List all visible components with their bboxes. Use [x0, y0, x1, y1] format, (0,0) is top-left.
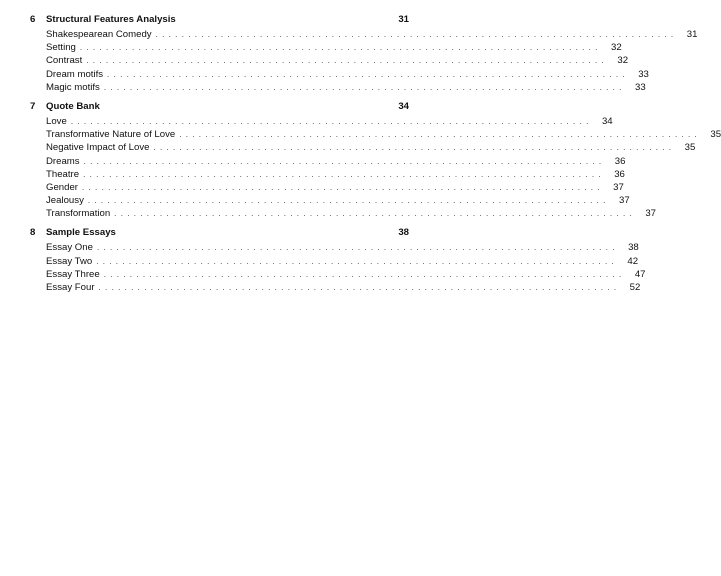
dot-leader: ................................................................................: [107, 69, 629, 79]
entry-title: Love: [46, 115, 67, 127]
entry-title: Essay Four: [46, 282, 95, 293]
toc-chapter-7: [30, 100, 721, 222]
chapter-number: 6: [30, 14, 36, 25]
chapter-heading[interactable]: [30, 227, 409, 241]
dot-leader: ................................................................................: [155, 30, 678, 39]
entry-page: 32: [611, 42, 622, 54]
toc-entry[interactable]: [30, 81, 646, 95]
entry-page: 35: [710, 129, 721, 141]
chapter-page: 31: [398, 14, 409, 25]
entry-page: 36: [614, 155, 626, 167]
chapter-title: Quote Bank: [46, 100, 100, 112]
toc-entry[interactable]: [30, 268, 646, 282]
dot-leader: ................................................................................: [153, 143, 676, 153]
toc-entry[interactable]: [30, 282, 641, 295]
dot-leader: ................................................................................: [82, 182, 604, 192]
toc-entry[interactable]: [30, 168, 625, 182]
entry-page: 37: [619, 195, 630, 207]
chapter-number: 8: [30, 227, 36, 239]
entry-page: 52: [629, 282, 641, 293]
toc-entry[interactable]: [30, 129, 721, 142]
toc-entry[interactable]: [30, 195, 630, 208]
dot-leader: ................................................................................: [83, 156, 606, 166]
entry-title: Setting: [46, 42, 76, 54]
entry-page: 47: [634, 268, 646, 280]
toc-chapter-8: [30, 227, 646, 295]
toc-chapter-6: [30, 14, 698, 95]
dot-leader: ................................................................................: [83, 169, 605, 179]
dot-leader: ................................................................................: [103, 82, 626, 92]
toc-entry[interactable]: [30, 115, 613, 129]
entry-title: Theatre: [46, 168, 80, 180]
dot-leader: ................................................................................: [79, 43, 602, 53]
dot-leader: ................................................................................: [96, 243, 619, 253]
entry-page: 33: [638, 68, 649, 80]
dot-leader: ................................................................................: [179, 130, 702, 140]
dot-leader: ................................................................................: [87, 196, 610, 206]
chapter-page: 34: [398, 100, 409, 112]
toc-entry[interactable]: [30, 68, 649, 82]
entry-page: 31: [686, 29, 698, 40]
toc-entry[interactable]: [30, 55, 629, 68]
entry-title: Dream motifs: [46, 68, 104, 80]
dot-leader: ................................................................................: [98, 283, 621, 292]
toc-entry[interactable]: [30, 255, 639, 269]
entry-page: 32: [617, 55, 629, 67]
table-of-contents: [30, 14, 721, 301]
dot-leader: ................................................................................: [70, 116, 593, 126]
chapter-heading[interactable]: [30, 14, 409, 28]
chapter-page: 38: [398, 227, 409, 239]
entry-title: Essay Three: [46, 268, 100, 280]
entry-title: Shakespearean Comedy: [46, 29, 152, 40]
entry-title: Negative Impact of Love: [46, 142, 150, 154]
entry-page: 37: [645, 208, 656, 220]
entry-title: Magic motifs: [46, 81, 100, 93]
entry-title: Essay Two: [46, 255, 93, 267]
chapter-number: 7: [30, 100, 36, 112]
entry-page: 36: [614, 168, 625, 180]
dot-leader: ................................................................................: [103, 269, 626, 279]
entry-page: 37: [613, 181, 624, 193]
entry-title: Jealousy: [46, 195, 84, 207]
entry-title: Transformation: [46, 208, 111, 220]
toc-entry[interactable]: [30, 42, 622, 55]
dot-leader: ................................................................................: [96, 256, 619, 266]
entry-page: 38: [628, 242, 639, 254]
toc-entry[interactable]: [30, 181, 624, 195]
entry-title: Dreams: [46, 155, 80, 167]
entry-page: 34: [601, 115, 613, 127]
toc-entry[interactable]: [30, 155, 626, 169]
toc-entry[interactable]: [30, 208, 656, 221]
entry-title: Essay One: [46, 242, 93, 254]
entry-page: 35: [684, 142, 696, 154]
entry-page: 42: [627, 255, 639, 267]
dot-leader: ................................................................................: [86, 56, 609, 66]
toc-entry[interactable]: [30, 242, 639, 255]
dot-leader: ................................................................................: [114, 209, 636, 219]
toc-entry[interactable]: [30, 142, 696, 155]
entry-title: Transformative Nature of Love: [46, 129, 176, 141]
chapter-title: Structural Features Analysis: [46, 14, 176, 25]
entry-title: Contrast: [46, 55, 83, 67]
toc-entry[interactable]: [30, 29, 698, 42]
entry-page: 33: [634, 81, 646, 93]
entry-title: Gender: [46, 181, 78, 193]
chapter-heading[interactable]: [30, 101, 409, 115]
chapter-title: Sample Essays: [46, 227, 116, 239]
